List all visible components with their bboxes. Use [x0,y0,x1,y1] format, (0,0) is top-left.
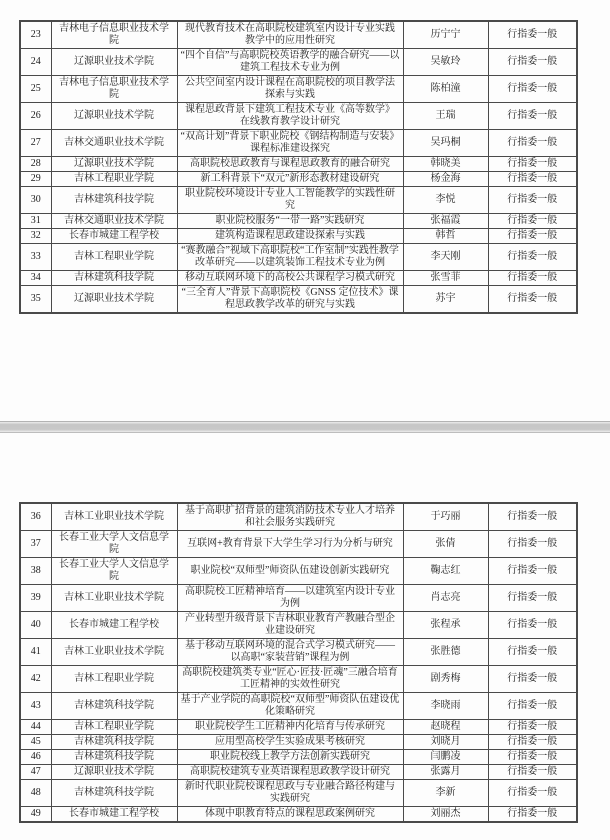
table-row [20,558,577,585]
table-row [20,229,577,244]
table-row [20,244,577,271]
cell-category: 行指委一般 [488,750,577,765]
cell-category: 行指委一般 [488,780,577,807]
cell-name: 张露月 [403,765,488,780]
cell-institution: 吉林工程职业学院 [51,244,177,271]
cell-name: 韩晓美 [403,157,488,172]
cell-num: 33 [20,244,51,271]
cell-category: 行指委一般 [488,286,577,314]
cell-title: 职业院校线上教学方法创新实践研究 [177,750,403,765]
cell-category: 行指委一般 [488,187,577,214]
cell-name: 陈柏潼 [403,76,488,103]
cell-num: 25 [20,76,51,103]
cell-institution: 长春工业大学人文信息学院 [51,531,177,558]
cell-institution: 吉林交通职业技术学院 [51,214,177,229]
cell-institution: 辽源职业技术学院 [51,103,177,130]
cell-num: 44 [20,720,51,735]
table-row [20,271,577,286]
table-row [20,720,577,735]
cell-institution: 吉林工业职业技术学院 [51,639,177,666]
table-row [20,612,577,639]
cell-name: 李悦 [403,187,488,214]
cell-name: 吴玛桐 [403,130,488,157]
cell-institution: 吉林建筑科技学院 [51,735,177,750]
cell-title: 职业院校环境设计专业人工智能教学的实践性研究 [177,187,403,214]
cell-institution: 吉林工业职业技术学院 [51,585,177,612]
project-list-table-page-1 [19,20,578,314]
project-list-table-page-2 [19,502,578,823]
cell-institution: 长春工业大学人文信息学院 [51,558,177,585]
table-row [20,49,577,76]
cell-name: 苏宇 [403,286,488,314]
cell-institution: 吉林电子信息职业技术学院 [51,21,177,49]
cell-num: 30 [20,187,51,214]
table-row [20,585,577,612]
table-row [20,639,577,666]
table-row [20,735,577,750]
cell-institution: 辽源职业技术学院 [51,49,177,76]
cell-institution: 长春市城建工程学校 [51,807,177,823]
cell-name: 闫鹏凌 [403,750,488,765]
table-row [20,157,577,172]
cell-title: 新时代职业院校课程思政与专业融合路径构建与实践研究 [177,780,403,807]
cell-category: 行指委一般 [488,76,577,103]
cell-name: 吴敏玲 [403,49,488,76]
cell-num: 40 [20,612,51,639]
cell-name: 张福霞 [403,214,488,229]
cell-category: 行指委一般 [488,585,577,612]
cell-institution: 吉林工程职业学院 [51,172,177,187]
cell-title: 基于移动互联网环境的混合式学习模式研究——以高职“家装营销”课程为例 [177,639,403,666]
table-row [20,807,577,823]
document-page-2 [0,433,610,840]
table-row [20,693,577,720]
table-row [20,750,577,765]
cell-category: 行指委一般 [488,666,577,693]
cell-title: 高职院校建筑类专业“匠心·匠技·匠魂”三融合培育工匠精神的实效性研究 [177,666,403,693]
cell-institution: 吉林建筑科技学院 [51,780,177,807]
table-row [20,765,577,780]
table-row [20,76,577,103]
cell-num: 26 [20,103,51,130]
cell-name: 赵晓程 [403,720,488,735]
cell-category: 行指委一般 [488,49,577,76]
cell-category: 行指委一般 [488,271,577,286]
cell-category: 行指委一般 [488,157,577,172]
cell-title: 职业院校学生工匠精神内化培育与传承研究 [177,720,403,735]
cell-name: 历宁宁 [403,21,488,49]
cell-name: 刘晓月 [403,735,488,750]
cell-name: 王瑞 [403,103,488,130]
cell-category: 行指委一般 [488,612,577,639]
cell-category: 行指委一般 [488,720,577,735]
cell-institution: 吉林建筑科技学院 [51,271,177,286]
cell-num: 35 [20,286,51,314]
cell-category: 行指委一般 [488,558,577,585]
cell-num: 37 [20,531,51,558]
table-row [20,187,577,214]
cell-category: 行指委一般 [488,172,577,187]
table-row [20,214,577,229]
table-row [20,172,577,187]
cell-num: 46 [20,750,51,765]
cell-num: 42 [20,666,51,693]
cell-institution: 长春市城建工程学校 [51,229,177,244]
cell-name: 刘丽杰 [403,807,488,823]
table-row [20,130,577,157]
cell-num: 38 [20,558,51,585]
cell-num: 41 [20,639,51,666]
cell-title: 互联网+教育背景下大学生学习行为分析与研究 [177,531,403,558]
cell-title: “三全育人”背景下高职院校《GNSS 定位技术》课程思政教学改革的研究与实践 [177,286,403,314]
cell-name: 肖志亮 [403,585,488,612]
cell-name: 张程承 [403,612,488,639]
cell-category: 行指委一般 [488,693,577,720]
cell-title: “双高计划”背景下职业院校《钢结构制造与安装》课程标准建设探究 [177,130,403,157]
page-gap-separator [0,421,610,433]
cell-category: 行指委一般 [488,531,577,558]
cell-name: 李天刚 [403,244,488,271]
cell-title: 高职院校思政教育与课程思政教育的融合研究 [177,157,403,172]
cell-institution: 长春市城建工程学校 [51,612,177,639]
cell-title: 移动互联网环境下的高校公共课程学习模式研究 [177,271,403,286]
cell-num: 34 [20,271,51,286]
cell-category: 行指委一般 [488,503,577,531]
cell-title: 产业转型升级背景下吉林职业教育产教融合型企业建设研究 [177,612,403,639]
cell-institution: 吉林工程职业学院 [51,666,177,693]
cell-title: 新工科背景下“双元”新形态教材建设研究 [177,172,403,187]
cell-num: 48 [20,780,51,807]
cell-name: 李晓雨 [403,693,488,720]
cell-num: 31 [20,214,51,229]
cell-institution: 吉林建筑科技学院 [51,750,177,765]
cell-title: 职业院校服务“一带一路”实践研究 [177,214,403,229]
cell-title: “四个自信”与高职院校英语教学的融合研究——以建筑工程技术专业为例 [177,49,403,76]
cell-title: 基于高职扩招背景的建筑消防技术专业人才培养和社会服务实践研究 [177,503,403,531]
table-row [20,103,577,130]
cell-num: 43 [20,693,51,720]
cell-title: 体现中职教育特点的课程思政案例研究 [177,807,403,823]
cell-institution: 吉林工业职业技术学院 [51,503,177,531]
table-row [20,21,577,49]
cell-num: 23 [20,21,51,49]
cell-category: 行指委一般 [488,765,577,780]
table-row [20,780,577,807]
cell-name: 于巧丽 [403,503,488,531]
cell-num: 24 [20,49,51,76]
cell-institution: 吉林建筑科技学院 [51,693,177,720]
cell-institution: 辽源职业技术学院 [51,157,177,172]
cell-category: 行指委一般 [488,103,577,130]
cell-institution: 吉林交通职业技术学院 [51,130,177,157]
cell-name: 鞠志红 [403,558,488,585]
cell-num: 29 [20,172,51,187]
cell-category: 行指委一般 [488,229,577,244]
cell-name: 张倩 [403,531,488,558]
cell-num: 32 [20,229,51,244]
cell-name: 杨金海 [403,172,488,187]
cell-name: 张雪菲 [403,271,488,286]
cell-category: 行指委一般 [488,130,577,157]
cell-name: 剧秀梅 [403,666,488,693]
cell-institution: 辽源职业技术学院 [51,286,177,314]
cell-name: 韩哲 [403,229,488,244]
cell-category: 行指委一般 [488,639,577,666]
cell-title: 建筑构造课程思政建设探索与实践 [177,229,403,244]
cell-title: 基于产业学院的高职院校“双师型”师资队伍建设优化策略研究 [177,693,403,720]
cell-title: “赛教融合”视域下高职院校“工作室制”实践性教学改革研究——以建筑装饰工程技术专业为例 [177,244,403,271]
cell-category: 行指委一般 [488,244,577,271]
cell-name: 张胜德 [403,639,488,666]
cell-num: 45 [20,735,51,750]
cell-title: 课程思政背景下建筑工程技术专业《高等数学》在线教育教学设计研究 [177,103,403,130]
cell-category: 行指委一般 [488,807,577,823]
table-row [20,286,577,314]
cell-title: 公共空间室内设计课程在高职院校的项目教学法探索与实践 [177,76,403,103]
cell-title: 职业院校“双师型”师资队伍建设创新实践研究 [177,558,403,585]
cell-num: 39 [20,585,51,612]
cell-category: 行指委一般 [488,735,577,750]
table-row [20,666,577,693]
cell-num: 36 [20,503,51,531]
cell-num: 49 [20,807,51,823]
cell-institution: 吉林工程职业学院 [51,720,177,735]
cell-title: 现代教育技术在高职院校建筑室内设计专业实践教学中的应用性研究 [177,21,403,49]
cell-title: 高职院校建筑专业英语课程思政教学设计研究 [177,765,403,780]
cell-num: 47 [20,765,51,780]
cell-num: 28 [20,157,51,172]
cell-name: 李新 [403,780,488,807]
table-row [20,503,577,531]
cell-institution: 吉林电子信息职业技术学院 [51,76,177,103]
cell-num: 27 [20,130,51,157]
table-row [20,531,577,558]
cell-institution: 吉林建筑科技学院 [51,187,177,214]
cell-institution: 辽源职业技术学院 [51,765,177,780]
cell-title: 高职院校工匠精神培育——以建筑室内设计专业为例 [177,585,403,612]
cell-category: 行指委一般 [488,214,577,229]
cell-category: 行指委一般 [488,21,577,49]
cell-title: 应用型高校学生实验成果考核研究 [177,735,403,750]
